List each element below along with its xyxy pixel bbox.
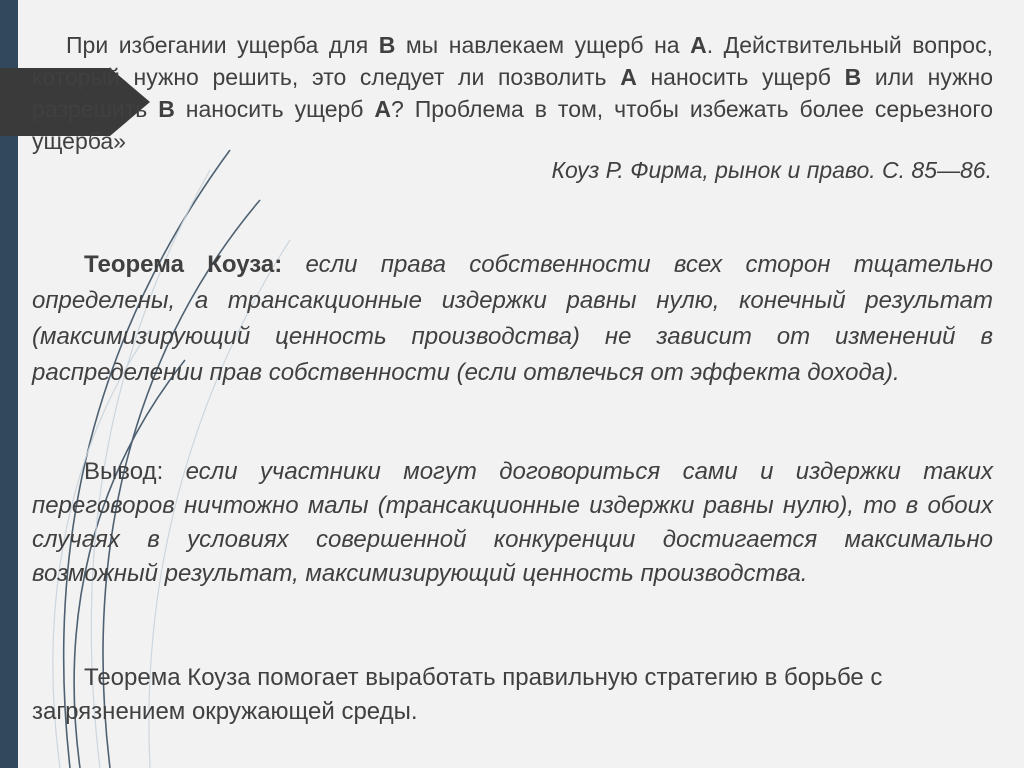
conclusion-label: Вывод:	[84, 458, 164, 485]
conclusion-paragraph	[32, 455, 993, 591]
quote-letter-b: B	[378, 32, 396, 58]
quote-letter-a: A	[690, 32, 707, 58]
quote-text: мы навлекаем ущерб на	[395, 32, 691, 58]
quote-letter-b: B	[844, 64, 862, 90]
quote-letter-a: A	[374, 96, 392, 122]
theorem-definition: если права собственности всех сторон тщательно определены, а трансакционные издержки равны нулю, конечный результат (максимизирующий ценность производства) не зависит от изменений в распределении прав собственности (если отвлечься от эффекта дохода).	[32, 251, 994, 386]
conclusion-text: если участники могут договориться сами и издержки таких переговоров ничтожно малы (трансакционные издержки равны нулю), то в обоих случаях в условиях совершенной конкуренции достигается максимально возможный результат, максимизирующий ценность производства.	[32, 458, 993, 587]
quote-text: наносить ущерб	[636, 64, 845, 90]
citation-source: Коуз Р. Фирма, рынок и право. С. 85—86.	[551, 157, 992, 183]
theorem-paragraph	[32, 247, 993, 391]
quote-paragraph	[32, 29, 993, 157]
quote-letter-a: A	[620, 64, 637, 90]
quote-text: . Действительный вопрос, который нужно решить, это следует ли позволить	[32, 32, 993, 90]
final-paragraph: Теорема Коуза помогает выработать правильную стратегию в борьбе с загрязнением окружающей среды.	[32, 664, 883, 725]
quote-letter-b: B	[158, 96, 175, 122]
quote-text: При избегании ущерба для	[66, 32, 379, 58]
quote-text: или нужно разрешить	[32, 64, 993, 122]
theorem-term: Теорема Коуза:	[84, 251, 283, 278]
quote-text: наносить ущерб	[174, 96, 375, 122]
quote-text: ? Проблема в том, чтобы избежать более серьезного ущерба»	[32, 96, 993, 154]
